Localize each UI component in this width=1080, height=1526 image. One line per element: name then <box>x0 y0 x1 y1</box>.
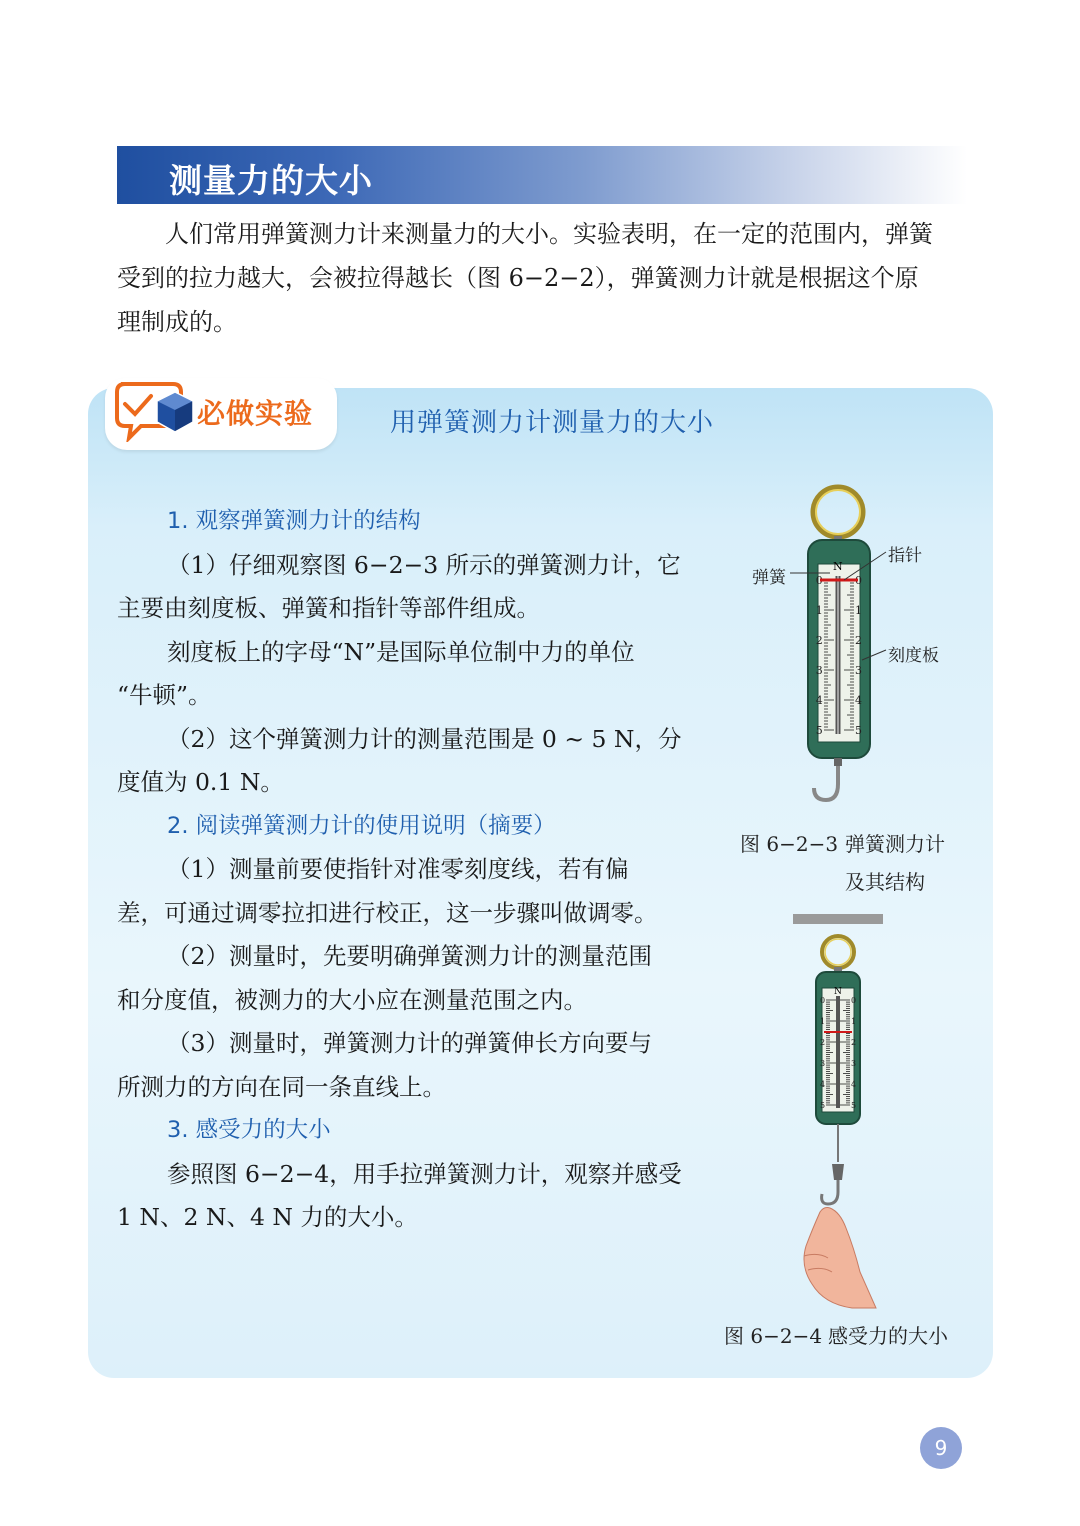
intro-line: 理制成的。 <box>117 308 237 336</box>
paragraph-line: 差，可通过调零拉扣进行校正，这一步骤叫做调零。 <box>117 898 658 927</box>
section-header-bar <box>117 146 967 204</box>
scale-numeral: 3 <box>851 1058 857 1068</box>
hand-pull-figure <box>790 912 890 1312</box>
experiment-cube-icon <box>111 378 197 442</box>
scale-numeral: 1 <box>820 1016 826 1026</box>
figure-caption: 弹簧测力计 <box>845 832 945 856</box>
step-heading: 2. 阅读弹簧测力计的使用说明（摘要） <box>167 812 556 839</box>
scale-numeral: 5 <box>820 1100 826 1110</box>
experiment-title: 用弹簧测力计测量力的大小 <box>390 408 715 438</box>
paragraph-line: “牛顿”。 <box>117 681 212 709</box>
paragraph-line: （2）这个弹簧测力计的测量范围是 0 ~ 5 N，分 <box>167 724 682 753</box>
paragraph-line: 度值为 0.1 N。 <box>117 768 284 796</box>
scale-numeral: 4 <box>815 693 823 707</box>
scale-numeral: 0 <box>855 573 862 587</box>
scale-numeral: 1 <box>815 603 823 617</box>
spring-label: 弹簧 <box>752 568 786 588</box>
scale-numeral: 0 <box>851 995 857 1005</box>
paragraph-line: （1）测量前要使指针对准零刻度线，若有偏 <box>167 855 629 883</box>
paragraph-line: 所测力的方向在同一条直线上。 <box>117 1072 446 1101</box>
paragraph-line: 刻度板上的字母“N”是国际单位制中力的单位 <box>167 637 635 666</box>
intro-line: 人们常用弹簧测力计来测量力的大小。实验表明，在一定的范围内，弹簧 <box>165 220 933 248</box>
paragraph-line: （3）测量时，弹簧测力计的弹簧伸长方向要与 <box>167 1029 652 1057</box>
unit-label: N <box>834 987 842 997</box>
scale-numeral: 2 <box>851 1037 857 1047</box>
paragraph-line: （1）仔细观察图 6−2−3 所示的弹簧测力计，它 <box>167 550 681 579</box>
experiment-tag-label: 必做实验 <box>197 397 314 430</box>
scale-numeral: 2 <box>855 633 862 647</box>
scale-numeral: 2 <box>815 633 823 647</box>
paragraph-line: 参照图 6−2−4，用手拉弹簧测力计，观察并感受 <box>167 1159 682 1188</box>
leader-lines <box>780 540 900 670</box>
figure-caption: 感受力的大小 <box>828 1324 948 1348</box>
scale-numeral: 3 <box>855 663 862 677</box>
page-number: 9 <box>920 1427 962 1469</box>
section-title: 测量力的大小 <box>169 161 373 200</box>
figure-caption-number: 图 6−2−3 <box>740 832 839 856</box>
paragraph-line: 和分度值，被测力的大小应在测量范围之内。 <box>117 985 587 1014</box>
intro-paragraph <box>117 212 967 344</box>
scale-numeral: 5 <box>851 1100 857 1110</box>
paragraph-line: 1 N、2 N、4 N 力的大小。 <box>117 1203 418 1231</box>
paragraph-line: （2）测量时，先要明确弹簧测力计的测量范围 <box>167 942 652 970</box>
unit-label: N <box>833 560 843 573</box>
experiment-content <box>117 500 697 1240</box>
figure-caption-number: 图 6−2−4 <box>724 1324 823 1348</box>
scale-numeral: 3 <box>815 663 823 677</box>
scale-numeral: 4 <box>851 1079 857 1089</box>
figure-caption: 及其结构 <box>845 870 925 894</box>
experiment-tag <box>105 378 337 450</box>
scale-numeral: 0 <box>820 995 826 1005</box>
scale-numeral: 4 <box>820 1079 826 1089</box>
scale-numeral: 2 <box>820 1037 826 1047</box>
scale-numeral: 5 <box>855 723 862 737</box>
scale-numeral: 3 <box>820 1058 826 1068</box>
scale-numeral: 1 <box>855 603 862 617</box>
step-heading: 1. 观察弹簧测力计的结构 <box>167 508 421 534</box>
scale-plate-label: 刻度板 <box>888 646 939 666</box>
scale-numeral: 5 <box>815 723 823 737</box>
scale-numeral: 4 <box>855 693 862 707</box>
scale-numeral: 1 <box>851 1016 857 1026</box>
pointer-label: 指针 <box>888 546 922 566</box>
intro-line: 受到的拉力越大，会被拉得越长（图 6−2−2），弹簧测力计就是根据这个原 <box>117 264 919 292</box>
step-heading: 3. 感受力的大小 <box>167 1117 331 1143</box>
paragraph-line: 主要由刻度板、弹簧和指针等部件组成。 <box>117 594 540 622</box>
scale-numeral: 0 <box>815 573 823 587</box>
